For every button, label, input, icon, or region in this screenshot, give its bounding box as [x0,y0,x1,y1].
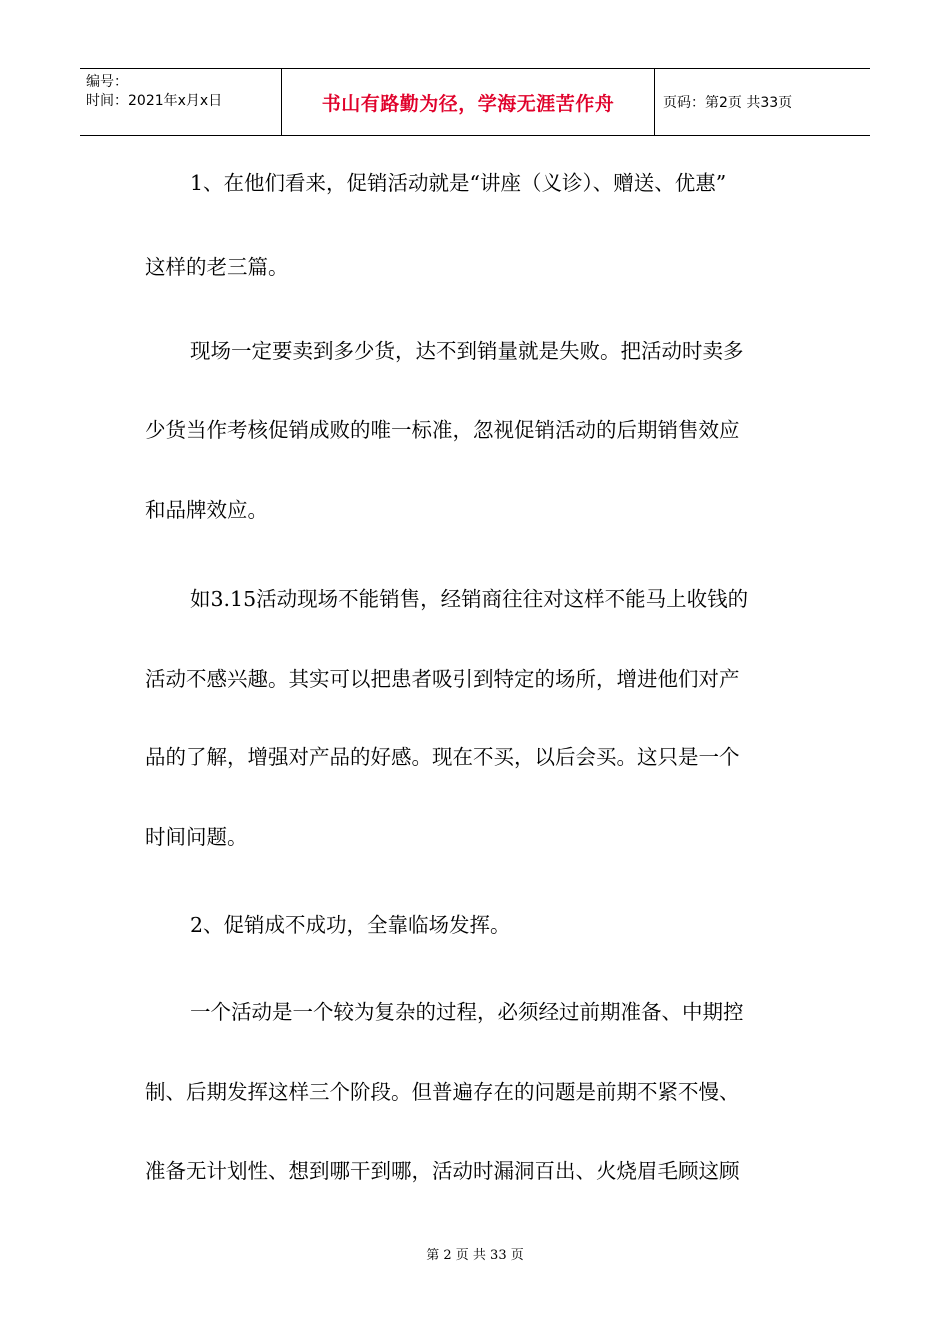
body-line: 现场一定要卖到多少货，达不到销量就是失败。把活动时卖多 [190,339,744,363]
body-line: 如3.15活动现场不能销售，经销商往往对这样不能马上收钱的 [190,587,749,611]
body-line: 1、在他们看来，促销活动就是“讲座（义诊）、赠送、优惠” [190,171,727,195]
page-footer: 第 2 页 共 33 页 [426,1248,524,1263]
body-line: 品的了解，增强对产品的好感。现在不买，以后会买。这只是一个 [145,745,740,769]
body-line: 2、促销成不成功，全靠临场发挥。 [190,913,511,937]
document-date-label: 时间：2021年x月x日 [86,93,223,109]
page-header [80,68,870,136]
body-line: 和品牌效应。 [145,498,268,522]
body-line: 这样的老三篇。 [145,255,289,279]
body-line: 时间问题。 [145,825,248,849]
body-line: 制、后期发挥这样三个阶段。但普遍存在的问题是前期不紧不慢、 [145,1080,740,1104]
header-motto: 书山有路勤为径，学海无涯苦作舟 [282,69,655,135]
document-number-label: 编号： [86,74,128,90]
header-meta [80,69,282,135]
body-line: 活动不感兴趣。其实可以把患者吸引到特定的场所，增进他们对产 [145,667,740,691]
header-page-info: 页码：第2页 共33页 [663,95,793,111]
body-line: 少货当作考核促销成败的唯一标准，忽视促销活动的后期销售效应 [145,418,740,442]
body-line: 一个活动是一个较为复杂的过程，必须经过前期准备、中期控 [190,1000,744,1024]
body-line: 准备无计划性、想到哪干到哪，活动时漏洞百出、火烧眉毛顾这顾 [145,1159,740,1183]
